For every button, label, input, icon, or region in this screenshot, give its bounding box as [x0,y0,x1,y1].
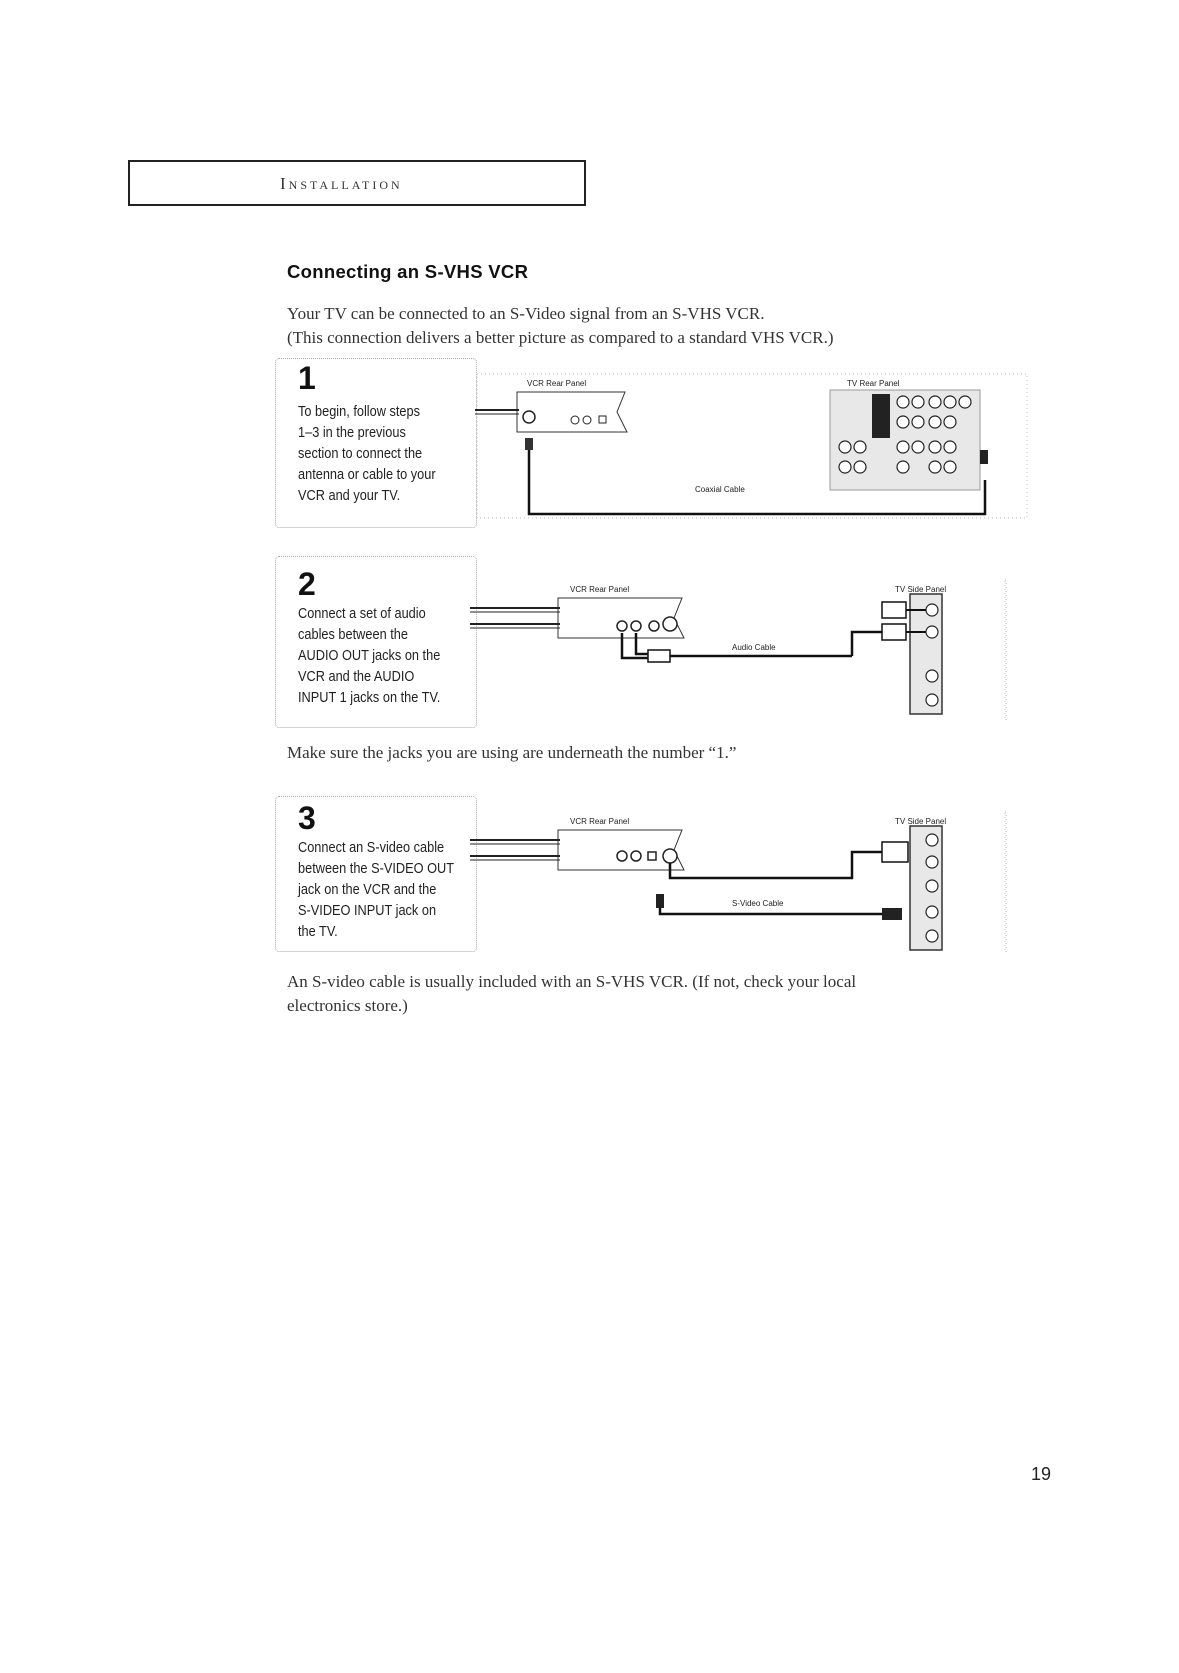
audio-plug [882,908,902,920]
step-line: jack on the VCR and the [298,882,437,898]
s-video-cable [670,852,882,878]
step-line: VCR and the AUDIO [298,669,415,685]
intro-line: Your TV can be connected to an S-Video signal from an S-VHS VCR. [287,304,765,323]
step-line: cables between the [298,627,408,643]
step-3-diagram [470,810,1025,955]
coax-plug [525,438,533,450]
step-2-number: 2 [298,566,316,602]
step-line: Connect an S-video cable [298,840,445,856]
step-line: the TV. [298,924,338,940]
page-heading: Connecting an S-VHS VCR [287,261,529,282]
step-3-text [298,838,465,943]
audio-plug [882,624,906,640]
note-s-video-cable [287,970,856,1018]
audio-cable-label: Audio Cable [732,643,776,652]
coaxial-cable-label: Coaxial Cable [695,485,745,494]
step-1-number: 1 [298,360,316,396]
step-line: S-VIDEO INPUT jack on [298,903,437,919]
step-2-diagram [470,578,1025,723]
vcr-rear-panel-label: VCR Rear Panel [570,817,630,826]
section-header-box [128,160,586,206]
step-line: 1–3 in the previous [298,425,406,441]
step-line: Connect a set of audio [298,606,426,622]
vcr-rear-panel-label: VCR Rear Panel [570,585,630,594]
step-3-number: 3 [298,800,316,836]
tv-antenna-plug [980,450,988,464]
tv-side-panel-label: TV Side Panel [895,585,947,594]
s-video-plug [656,894,664,908]
step-line: AUDIO OUT jacks on the [298,648,441,664]
step-line: INPUT 1 jacks on the TV. [298,690,441,706]
s-video-cable-label: S-Video Cable [732,899,784,908]
step-line: VCR and your TV. [298,488,401,504]
tv-panel-block [872,394,890,438]
note-line: Make sure the jacks you are using are underneath the number “1.” [287,743,737,762]
step-1-diagram [475,372,1035,522]
step-line: antenna or cable to your [298,467,436,483]
step-line: section to connect the [298,446,423,462]
section-title: Installation [280,174,403,193]
step-line: To begin, follow steps [298,404,421,420]
s-video-plug [882,842,908,862]
note-line: An S-video cable is usually included with an S-VHS VCR. (If not, check your local [287,972,857,991]
page-number: 19 [1031,1464,1052,1484]
intro-paragraph [287,302,1047,350]
step-line: between the S-VIDEO OUT [298,861,455,877]
step-1-text [298,402,465,507]
note-line: electronics store.) [287,996,408,1015]
note-jacks [287,741,736,765]
intro-line: (This connection delivers a better picture as compared to a standard VHS VCR.) [287,328,834,347]
tv-rear-panel-label: TV Rear Panel [847,379,900,388]
audio-plug [648,650,670,662]
vcr-rear-panel-label: VCR Rear Panel [527,379,587,388]
tv-side-panel-label: TV Side Panel [895,817,947,826]
audio-plug [882,602,906,618]
step-2-text [298,604,465,709]
